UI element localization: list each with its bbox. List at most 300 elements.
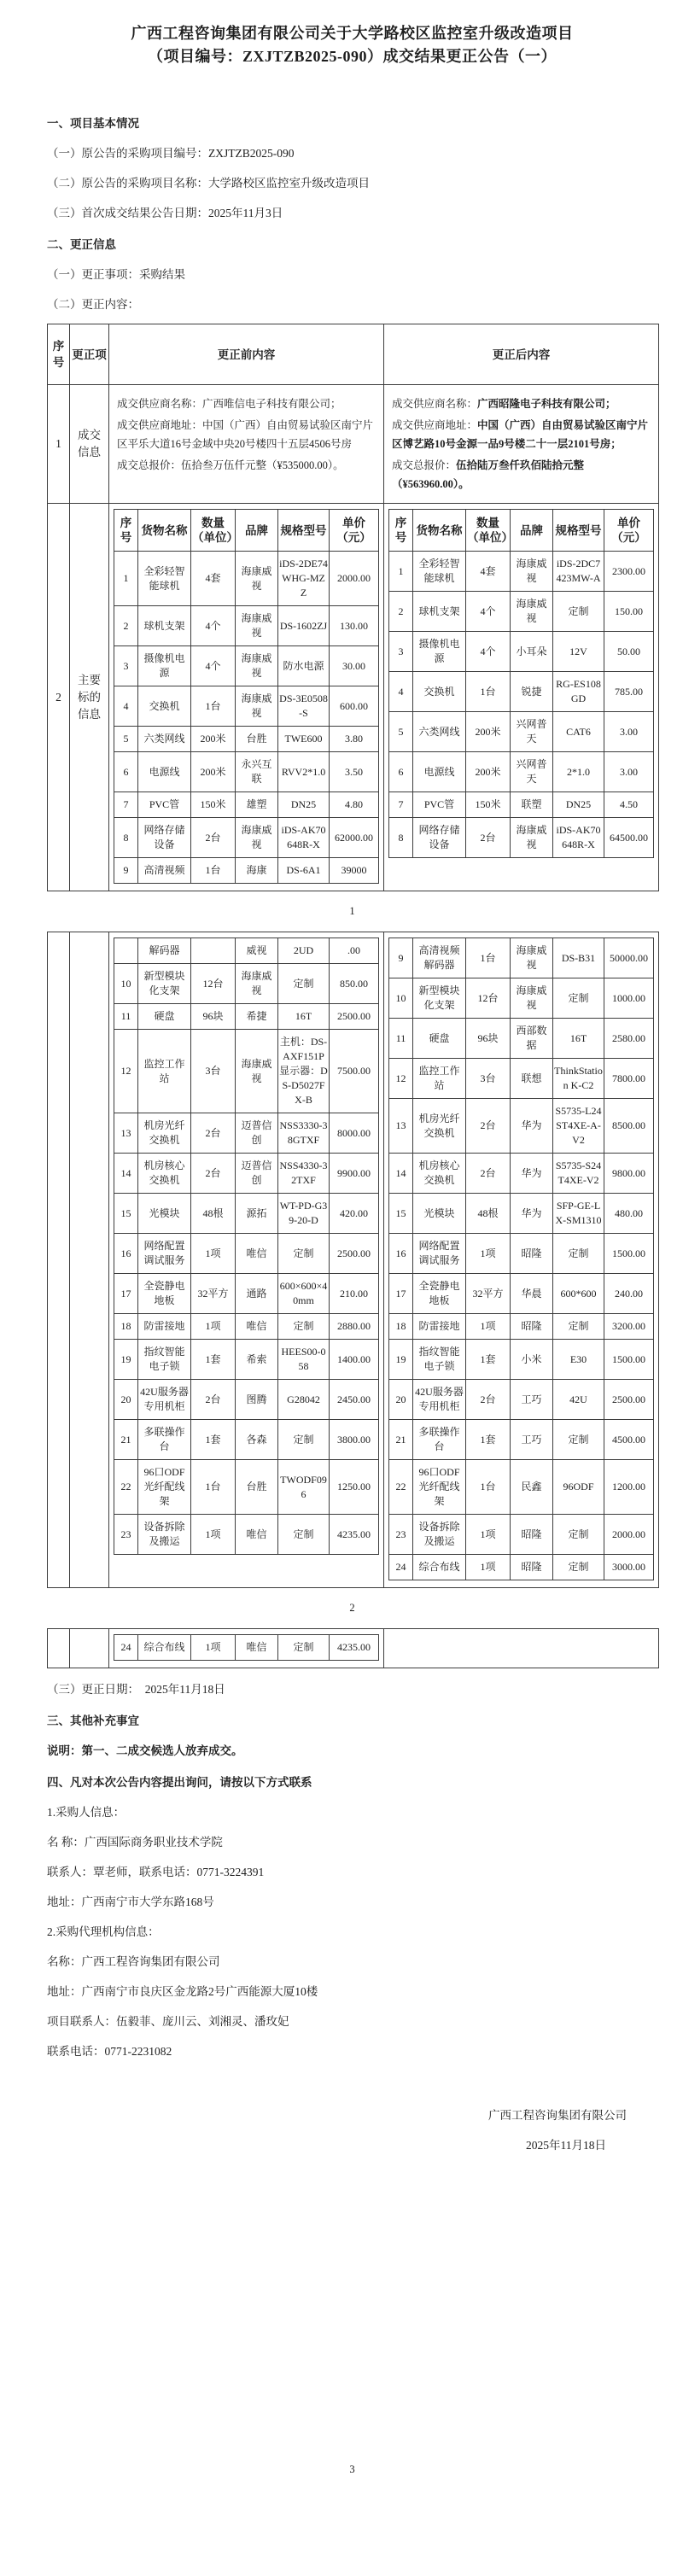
goods-price: 9800.00 bbox=[604, 1154, 654, 1194]
goods-no: 20 bbox=[114, 1380, 138, 1420]
goods-qty: 2台 bbox=[466, 1154, 511, 1194]
goods-brand: 台胜 bbox=[236, 1460, 278, 1515]
goods-spec: DN25 bbox=[278, 792, 330, 818]
goods-brand: 海康威视 bbox=[511, 938, 553, 978]
goods-price: 3.50 bbox=[330, 752, 379, 792]
goods-qty: 2台 bbox=[466, 1380, 511, 1420]
after-content-cell bbox=[384, 385, 659, 504]
goods-qty: 1项 bbox=[466, 1314, 511, 1340]
goods-name: 机房光纤交换机 bbox=[413, 1099, 466, 1154]
goods-price: 785.00 bbox=[604, 672, 654, 712]
goods-price: 8000.00 bbox=[330, 1113, 379, 1154]
goods-qty: 1项 bbox=[466, 1234, 511, 1274]
buyer-contact: 联系人：覃老师，联系电话：0771-3224391 bbox=[47, 1866, 265, 1878]
goods-no: 22 bbox=[389, 1460, 413, 1515]
goods-spec: 定制 bbox=[278, 964, 330, 1004]
goods-qty: 4个 bbox=[466, 632, 511, 672]
goods-name: 电源线 bbox=[138, 752, 191, 792]
goods-no: 10 bbox=[389, 978, 413, 1019]
goods-spec: 定制 bbox=[553, 978, 604, 1019]
goods-brand: 昭隆 bbox=[511, 1314, 553, 1340]
goods-qty: 2台 bbox=[191, 818, 236, 858]
goods-price: 210.00 bbox=[330, 1274, 379, 1314]
goods-qty: 1台 bbox=[466, 938, 511, 978]
goods-price: .00 bbox=[330, 938, 379, 964]
goods-qty: 2台 bbox=[191, 1154, 236, 1194]
goods-row bbox=[389, 1380, 654, 1420]
goods-spec: 防水电源 bbox=[278, 646, 330, 686]
goods-price: 62000.00 bbox=[330, 818, 379, 858]
goods-no: 13 bbox=[114, 1113, 138, 1154]
goods-qty: 4套 bbox=[191, 552, 236, 606]
goods-no: 4 bbox=[114, 686, 138, 727]
buyer-name: 名 称：广西国际商务职业技术学院 bbox=[47, 1836, 223, 1849]
goods-row bbox=[389, 1274, 654, 1314]
goods-name: 摄像机电源 bbox=[413, 632, 466, 672]
goods-no: 5 bbox=[389, 712, 413, 752]
goods-brand: 工巧 bbox=[511, 1380, 553, 1420]
goods-spec: DS-6A1 bbox=[278, 858, 330, 884]
goods-spec: DS-1602ZJ bbox=[278, 606, 330, 646]
goods-brand: 工巧 bbox=[511, 1420, 553, 1460]
goods-body bbox=[114, 1635, 379, 1661]
goods-name: 交换机 bbox=[413, 672, 466, 712]
goods-brand: 海康威视 bbox=[236, 646, 278, 686]
goods-table-before-page1 bbox=[114, 509, 379, 884]
goods-row bbox=[389, 1154, 654, 1194]
goods-price: 4.50 bbox=[604, 792, 654, 818]
goods-row bbox=[389, 1314, 654, 1340]
goods-brand: 海康威视 bbox=[236, 606, 278, 646]
goods-spec: 定制 bbox=[553, 592, 604, 632]
goods-qty: 200米 bbox=[466, 712, 511, 752]
goods-name: PVC管 bbox=[413, 792, 466, 818]
goods-price: 150.00 bbox=[604, 592, 654, 632]
goods-brand: 华为 bbox=[511, 1154, 553, 1194]
goods-spec: 16T bbox=[553, 1019, 604, 1059]
correction-item-empty bbox=[70, 1629, 109, 1668]
goods-brand: 永兴互联 bbox=[236, 752, 278, 792]
goods-brand: 希索 bbox=[236, 1340, 278, 1380]
goods-row bbox=[114, 752, 379, 792]
goods-no: 9 bbox=[114, 858, 138, 884]
goods-no: 9 bbox=[389, 938, 413, 978]
goods-name: 指纹智能电子锁 bbox=[413, 1340, 466, 1380]
goods-spec: SFP-GE-LX-SM1310 bbox=[553, 1194, 604, 1234]
goods-row bbox=[389, 632, 654, 672]
goods-name: 新型模块化支架 bbox=[413, 978, 466, 1019]
goods-name: 解码器 bbox=[138, 938, 191, 964]
goods-row bbox=[389, 552, 654, 592]
goods-qty: 1套 bbox=[191, 1340, 236, 1380]
goods-no: 6 bbox=[114, 752, 138, 792]
goods-qty: 150米 bbox=[466, 792, 511, 818]
goods-no: 21 bbox=[114, 1420, 138, 1460]
goods-spec: 定制 bbox=[278, 1515, 330, 1555]
goods-name: 新型模块化支架 bbox=[138, 964, 191, 1004]
goods-qty: 200米 bbox=[466, 752, 511, 792]
goods-brand: 海康威视 bbox=[511, 552, 553, 592]
goods-header-cell: 货物名称 bbox=[413, 510, 466, 552]
goods-qty: 2台 bbox=[466, 818, 511, 858]
correction-row-main-goods-end bbox=[48, 1629, 659, 1668]
before-goods-cell bbox=[109, 932, 384, 1588]
goods-price: 130.00 bbox=[330, 606, 379, 646]
goods-no: 22 bbox=[114, 1460, 138, 1515]
row-number-empty bbox=[48, 1629, 70, 1668]
goods-row bbox=[389, 712, 654, 752]
goods-brand: 海康 bbox=[236, 858, 278, 884]
goods-no: 24 bbox=[389, 1555, 413, 1580]
goods-row bbox=[389, 1515, 654, 1555]
goods-name: 全彩轻智能球机 bbox=[413, 552, 466, 592]
correction-table-header-cell: 更正后内容 bbox=[384, 324, 659, 385]
goods-spec: 600×600×40mm bbox=[278, 1274, 330, 1314]
goods-spec: RVV2*1.0 bbox=[278, 752, 330, 792]
goods-qty: 1项 bbox=[191, 1515, 236, 1555]
goods-spec: G28042 bbox=[278, 1380, 330, 1420]
goods-header-cell: 序号 bbox=[389, 510, 413, 552]
goods-no: 20 bbox=[389, 1380, 413, 1420]
goods-spec: 42U bbox=[553, 1380, 604, 1420]
goods-brand: 联塑 bbox=[511, 792, 553, 818]
goods-brand: 通路 bbox=[236, 1274, 278, 1314]
goods-row bbox=[389, 1234, 654, 1274]
row-number: 1 bbox=[48, 385, 70, 504]
goods-header-cell: 单价（元） bbox=[604, 510, 654, 552]
goods-name: 监控工作站 bbox=[413, 1059, 466, 1099]
goods-price: 64500.00 bbox=[604, 818, 654, 858]
goods-no: 12 bbox=[389, 1059, 413, 1099]
goods-qty: 1项 bbox=[466, 1515, 511, 1555]
goods-no: 2 bbox=[389, 592, 413, 632]
goods-table-after-page1 bbox=[388, 509, 654, 858]
goods-price: 480.00 bbox=[604, 1194, 654, 1234]
goods-name: 网络配置调试服务 bbox=[413, 1234, 466, 1274]
goods-no: 12 bbox=[114, 1030, 138, 1113]
goods-header-cell: 品牌 bbox=[511, 510, 553, 552]
after-line-value: 中国（广西）自由贸易试验区南宁片区博艺路10号金源一品9号楼二十一层2101号房； bbox=[392, 419, 649, 450]
goods-qty: 12台 bbox=[466, 978, 511, 1019]
goods-no: 7 bbox=[389, 792, 413, 818]
goods-name: 多联操作台 bbox=[413, 1420, 466, 1460]
correction-table-page1 bbox=[47, 324, 659, 891]
goods-brand: 昭隆 bbox=[511, 1555, 553, 1580]
goods-name: 光模块 bbox=[138, 1194, 191, 1234]
goods-no: 21 bbox=[389, 1420, 413, 1460]
goods-price: 9900.00 bbox=[330, 1154, 379, 1194]
goods-price: 7500.00 bbox=[330, 1030, 379, 1113]
goods-qty bbox=[191, 938, 236, 964]
goods-header-cell: 品牌 bbox=[236, 510, 278, 552]
goods-price: 2300.00 bbox=[604, 552, 654, 592]
goods-spec: iDS-2DE74WHG-MZZ bbox=[278, 552, 330, 606]
correction-row-deal-info bbox=[48, 385, 659, 504]
goods-price: 3000.00 bbox=[604, 1555, 654, 1580]
goods-brand: 兴网普天 bbox=[511, 752, 553, 792]
goods-spec: 2UD bbox=[278, 938, 330, 964]
correction-table-header-cell: 序号 bbox=[48, 324, 70, 385]
goods-row bbox=[114, 938, 379, 964]
goods-brand: 海康威视 bbox=[236, 552, 278, 606]
correction-table-page3 bbox=[47, 1628, 659, 1668]
goods-brand: 昭隆 bbox=[511, 1515, 553, 1555]
goods-row bbox=[114, 552, 379, 606]
goods-price: 2500.00 bbox=[330, 1234, 379, 1274]
goods-price: 240.00 bbox=[604, 1274, 654, 1314]
goods-price: 1200.00 bbox=[604, 1460, 654, 1515]
goods-no: 8 bbox=[114, 818, 138, 858]
goods-name: 六类网线 bbox=[413, 712, 466, 752]
goods-qty: 3台 bbox=[466, 1059, 511, 1099]
goods-qty: 2台 bbox=[191, 1380, 236, 1420]
goods-header-row bbox=[389, 510, 654, 552]
goods-price: 1500.00 bbox=[604, 1234, 654, 1274]
goods-name: 光模块 bbox=[413, 1194, 466, 1234]
goods-qty: 1台 bbox=[191, 1460, 236, 1515]
goods-qty: 1台 bbox=[466, 1460, 511, 1515]
goods-price: 2000.00 bbox=[604, 1515, 654, 1555]
goods-header-cell: 序号 bbox=[114, 510, 138, 552]
goods-qty: 4个 bbox=[191, 606, 236, 646]
goods-row bbox=[389, 672, 654, 712]
section-1-items bbox=[47, 144, 657, 222]
goods-no: 23 bbox=[389, 1515, 413, 1555]
goods-brand: 西部数据 bbox=[511, 1019, 553, 1059]
goods-row bbox=[114, 1234, 379, 1274]
goods-row bbox=[114, 606, 379, 646]
goods-price: 3200.00 bbox=[604, 1314, 654, 1340]
goods-header-cell: 数量（单位） bbox=[466, 510, 511, 552]
page-number-3: 3 bbox=[349, 2463, 355, 2475]
goods-row bbox=[389, 752, 654, 792]
after-goods-cell bbox=[384, 504, 659, 891]
before-content-lines bbox=[117, 394, 376, 475]
goods-row bbox=[114, 818, 379, 858]
goods-qty: 1台 bbox=[191, 858, 236, 884]
goods-qty: 2台 bbox=[466, 1099, 511, 1154]
goods-row bbox=[389, 1555, 654, 1580]
goods-row bbox=[114, 1314, 379, 1340]
goods-row bbox=[114, 1460, 379, 1515]
goods-price: 2580.00 bbox=[604, 1019, 654, 1059]
goods-no bbox=[114, 938, 138, 964]
goods-name: 交换机 bbox=[138, 686, 191, 727]
goods-name: 96口ODF光纤配线架 bbox=[413, 1460, 466, 1515]
goods-qty: 1台 bbox=[466, 672, 511, 712]
goods-spec: 定制 bbox=[278, 1314, 330, 1340]
agency-contacts: 项目联系人：伍毅菲、庞川云、刘湘灵、潘玫妃 bbox=[47, 2015, 289, 2028]
goods-name: 网络配置调试服务 bbox=[138, 1234, 191, 1274]
goods-name: 全瓷静电地板 bbox=[413, 1274, 466, 1314]
goods-row bbox=[389, 1420, 654, 1460]
goods-row bbox=[389, 1460, 654, 1515]
correction-subject-line: （一）更正事项：采购结果 bbox=[47, 268, 185, 281]
goods-row bbox=[389, 1340, 654, 1380]
goods-no: 11 bbox=[389, 1019, 413, 1059]
goods-brand: 图腾 bbox=[236, 1380, 278, 1420]
goods-row bbox=[114, 1420, 379, 1460]
before-content-line: 成交总报价：伍拾叁万伍仟元整（¥535000.00）。 bbox=[117, 459, 344, 471]
goods-brand: 海康威视 bbox=[236, 686, 278, 727]
goods-spec: iDS-AK70648R-X bbox=[278, 818, 330, 858]
goods-price: 1400.00 bbox=[330, 1340, 379, 1380]
goods-row bbox=[389, 1194, 654, 1234]
goods-qty: 48根 bbox=[466, 1194, 511, 1234]
goods-header-cell: 数量（单位） bbox=[191, 510, 236, 552]
correction-item-label: 成交信息 bbox=[70, 385, 109, 504]
goods-qty: 1项 bbox=[466, 1555, 511, 1580]
goods-row bbox=[114, 1004, 379, 1030]
goods-name: PVC管 bbox=[138, 792, 191, 818]
goods-brand: 源拓 bbox=[236, 1194, 278, 1234]
goods-spec: ThinkStation K-C2 bbox=[553, 1059, 604, 1099]
goods-no: 4 bbox=[389, 672, 413, 712]
goods-name: 硬盘 bbox=[413, 1019, 466, 1059]
after-line-label: 成交供应商地址： bbox=[392, 419, 478, 431]
goods-brand: 台胜 bbox=[236, 727, 278, 752]
goods-price: 2500.00 bbox=[604, 1380, 654, 1420]
goods-spec: 定制 bbox=[553, 1515, 604, 1555]
goods-row bbox=[114, 792, 379, 818]
goods-brand: 唯信 bbox=[236, 1515, 278, 1555]
correction-row-main-goods-cont bbox=[48, 932, 659, 1588]
goods-row bbox=[389, 1019, 654, 1059]
goods-table-before-page2 bbox=[114, 938, 379, 1555]
goods-brand: 民鑫 bbox=[511, 1460, 553, 1515]
goods-no: 13 bbox=[389, 1099, 413, 1154]
goods-name: 综合布线 bbox=[413, 1555, 466, 1580]
before-goods-cell bbox=[109, 1629, 384, 1668]
goods-name: 96口ODF光纤配线架 bbox=[138, 1460, 191, 1515]
page-number-1: 1 bbox=[349, 905, 355, 917]
goods-spec: 12V bbox=[553, 632, 604, 672]
after-content-line bbox=[392, 456, 651, 494]
goods-name: 42U服务器专用机柜 bbox=[138, 1380, 191, 1420]
page-title-line2: （项目编号：ZXJTZB2025-090）成交结果更正公告（一） bbox=[147, 48, 557, 65]
goods-price: 3.00 bbox=[604, 712, 654, 752]
section-1-heading: 一、项目基本情况 bbox=[47, 117, 139, 130]
goods-table-before-page3 bbox=[114, 1634, 379, 1661]
goods-no: 8 bbox=[389, 818, 413, 858]
goods-brand: 小耳朵 bbox=[511, 632, 553, 672]
goods-no: 7 bbox=[114, 792, 138, 818]
note-line: 说明：第一、二成交候选人放弃成交。 bbox=[47, 1744, 243, 1757]
signature-company: 广西工程咨询集团有限公司 bbox=[488, 2109, 627, 2122]
goods-name: 球机支架 bbox=[138, 606, 191, 646]
goods-name: 防雷接地 bbox=[413, 1314, 466, 1340]
goods-qty: 200米 bbox=[191, 727, 236, 752]
goods-no: 6 bbox=[389, 752, 413, 792]
goods-price: 3.00 bbox=[604, 752, 654, 792]
goods-brand: 各森 bbox=[236, 1420, 278, 1460]
goods-body bbox=[389, 938, 654, 1580]
before-content-cell bbox=[109, 385, 384, 504]
goods-header-cell: 货物名称 bbox=[138, 510, 191, 552]
goods-spec: NSS3330-38GTXF bbox=[278, 1113, 330, 1154]
goods-name: 硬盘 bbox=[138, 1004, 191, 1030]
goods-row bbox=[389, 592, 654, 632]
goods-price: 3.80 bbox=[330, 727, 379, 752]
goods-no: 24 bbox=[114, 1635, 138, 1661]
page-title: 广西工程咨询集团有限公司关于大学路校区监控室升级改造项目 bbox=[131, 25, 574, 42]
goods-brand: 唯信 bbox=[236, 1635, 278, 1661]
goods-no: 3 bbox=[114, 646, 138, 686]
goods-row bbox=[389, 938, 654, 978]
goods-price: 4.80 bbox=[330, 792, 379, 818]
goods-qty: 96块 bbox=[466, 1019, 511, 1059]
section-1-item: （一）原公告的采购项目编号：ZXJTZB2025-090 bbox=[47, 147, 295, 160]
goods-brand: 唯信 bbox=[236, 1234, 278, 1274]
before-content-line: 成交供应商地址：中国（广西）自由贸易试验区南宁片区平乐大道16号金域中央20号楼四十五层4506号房 bbox=[117, 419, 374, 450]
goods-spec: S5735-S24T4XE-V2 bbox=[553, 1154, 604, 1194]
goods-row bbox=[114, 1154, 379, 1194]
goods-price: 50.00 bbox=[604, 632, 654, 672]
goods-qty: 200米 bbox=[191, 752, 236, 792]
after-content-lines bbox=[392, 394, 651, 494]
goods-name: 防雷接地 bbox=[138, 1314, 191, 1340]
goods-no: 16 bbox=[389, 1234, 413, 1274]
goods-spec: DN25 bbox=[553, 792, 604, 818]
goods-brand: 华为 bbox=[511, 1194, 553, 1234]
goods-brand: 海康威视 bbox=[236, 818, 278, 858]
goods-spec: CAT6 bbox=[553, 712, 604, 752]
goods-brand: 海康威视 bbox=[511, 818, 553, 858]
goods-spec: 2*1.0 bbox=[553, 752, 604, 792]
correction-item-empty bbox=[70, 932, 109, 1588]
row-number: 2 bbox=[48, 504, 70, 891]
correction-item-label: 主要标的信息 bbox=[70, 504, 109, 891]
correction-table-header-cell: 更正前内容 bbox=[109, 324, 384, 385]
after-line-label: 成交供应商名称： bbox=[392, 398, 478, 410]
section-2-heading: 二、更正信息 bbox=[47, 238, 116, 251]
agency-address: 地址：广西南宁市良庆区金龙路2号广西能源大厦10楼 bbox=[47, 1985, 318, 1998]
goods-name: 设备拆除及搬运 bbox=[138, 1515, 191, 1555]
goods-price: 39000 bbox=[330, 858, 379, 884]
goods-price: 4235.00 bbox=[330, 1635, 379, 1661]
correction-date-line: （三）更正日期： 2025年11月18日 bbox=[47, 1683, 225, 1696]
goods-no: 3 bbox=[389, 632, 413, 672]
after-content-line bbox=[392, 416, 651, 453]
correction-table-page2 bbox=[47, 932, 659, 1588]
goods-name: 网络存储设备 bbox=[413, 818, 466, 858]
agency-heading: 2.采购代理机构信息： bbox=[47, 1925, 160, 1938]
goods-brand: 兴网普天 bbox=[511, 712, 553, 752]
goods-price: 2000.00 bbox=[330, 552, 379, 606]
goods-price: 600.00 bbox=[330, 686, 379, 727]
goods-header-cell: 规格型号 bbox=[278, 510, 330, 552]
goods-brand: 威视 bbox=[236, 938, 278, 964]
goods-brand: 海康威视 bbox=[236, 1030, 278, 1113]
goods-spec: iDS-2DC7423MW-A bbox=[553, 552, 604, 592]
goods-qty: 48根 bbox=[191, 1194, 236, 1234]
goods-qty: 1套 bbox=[466, 1420, 511, 1460]
goods-no: 19 bbox=[114, 1340, 138, 1380]
goods-price: 1500.00 bbox=[604, 1340, 654, 1380]
goods-qty: 4套 bbox=[466, 552, 511, 592]
goods-spec: 定制 bbox=[278, 1635, 330, 1661]
goods-price: 4235.00 bbox=[330, 1515, 379, 1555]
goods-no: 17 bbox=[114, 1274, 138, 1314]
goods-row bbox=[114, 1635, 379, 1661]
goods-price: 850.00 bbox=[330, 964, 379, 1004]
goods-spec: S5735-L24ST4XE-A-V2 bbox=[553, 1099, 604, 1154]
goods-price: 1250.00 bbox=[330, 1460, 379, 1515]
goods-name: 电源线 bbox=[413, 752, 466, 792]
goods-row bbox=[114, 686, 379, 727]
goods-name: 六类网线 bbox=[138, 727, 191, 752]
correction-row-main-goods bbox=[48, 504, 659, 891]
